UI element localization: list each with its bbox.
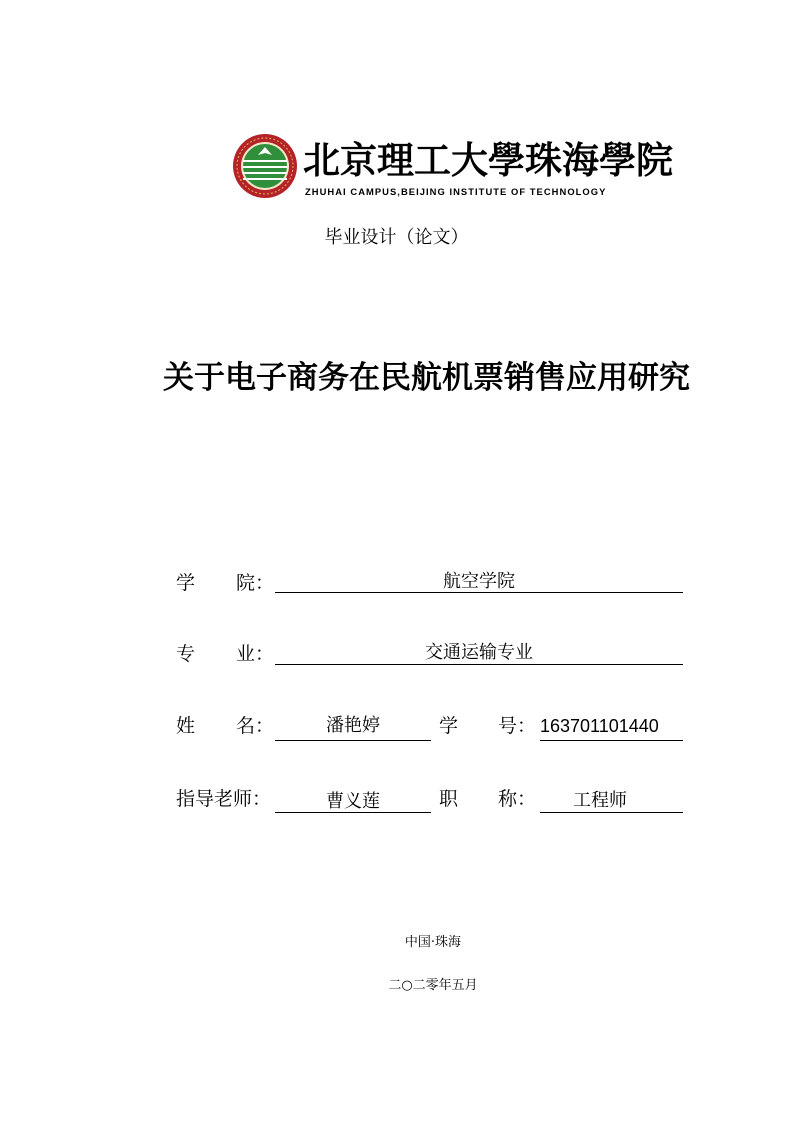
- university-name-en: ZHUHAI CAMPUS,BEIJING INSTITUTE OF TECHNOLOGY: [305, 186, 607, 197]
- advisor-title-label-2: 称：: [498, 788, 537, 810]
- advisor-title-label-1: 职: [439, 788, 459, 810]
- major-label-1: 专: [176, 643, 196, 665]
- document-type: 毕业设计（论文）: [324, 227, 469, 248]
- thesis-title: 关于电子商务在民航机票销售应用研究: [163, 360, 690, 396]
- advisor-underline: [275, 812, 431, 813]
- name-label-1: 姓: [176, 715, 196, 737]
- footer-place: 中国·珠海: [404, 935, 462, 950]
- college-underline: [275, 592, 683, 593]
- name-underline: [275, 740, 431, 741]
- footer-date: 二○二零年五月: [388, 978, 478, 993]
- advisor-label: 指导老师：: [176, 788, 272, 810]
- college-value: 航空学院: [443, 571, 515, 592]
- advisor-value: 曹义莲: [326, 791, 380, 812]
- student-id-label-2: 号：: [498, 715, 537, 737]
- name-value: 潘艳婷: [326, 715, 380, 736]
- student-id-underline: [540, 740, 683, 741]
- name-label-2: 名：: [236, 715, 275, 737]
- student-id-value: 163701101440: [540, 716, 659, 736]
- college-label-2: 院：: [236, 572, 275, 594]
- advisor-title-underline: [540, 812, 683, 813]
- university-seal-icon: [232, 133, 298, 199]
- university-name-cn: 北京理工大學珠海學院: [303, 138, 673, 182]
- student-id-label-1: 学: [439, 715, 459, 737]
- college-label-1: 学: [176, 572, 196, 594]
- major-value: 交通运输专业: [425, 642, 533, 663]
- major-underline: [275, 664, 683, 665]
- major-label-2: 业：: [236, 643, 275, 665]
- advisor-title-value: 工程师: [573, 790, 627, 811]
